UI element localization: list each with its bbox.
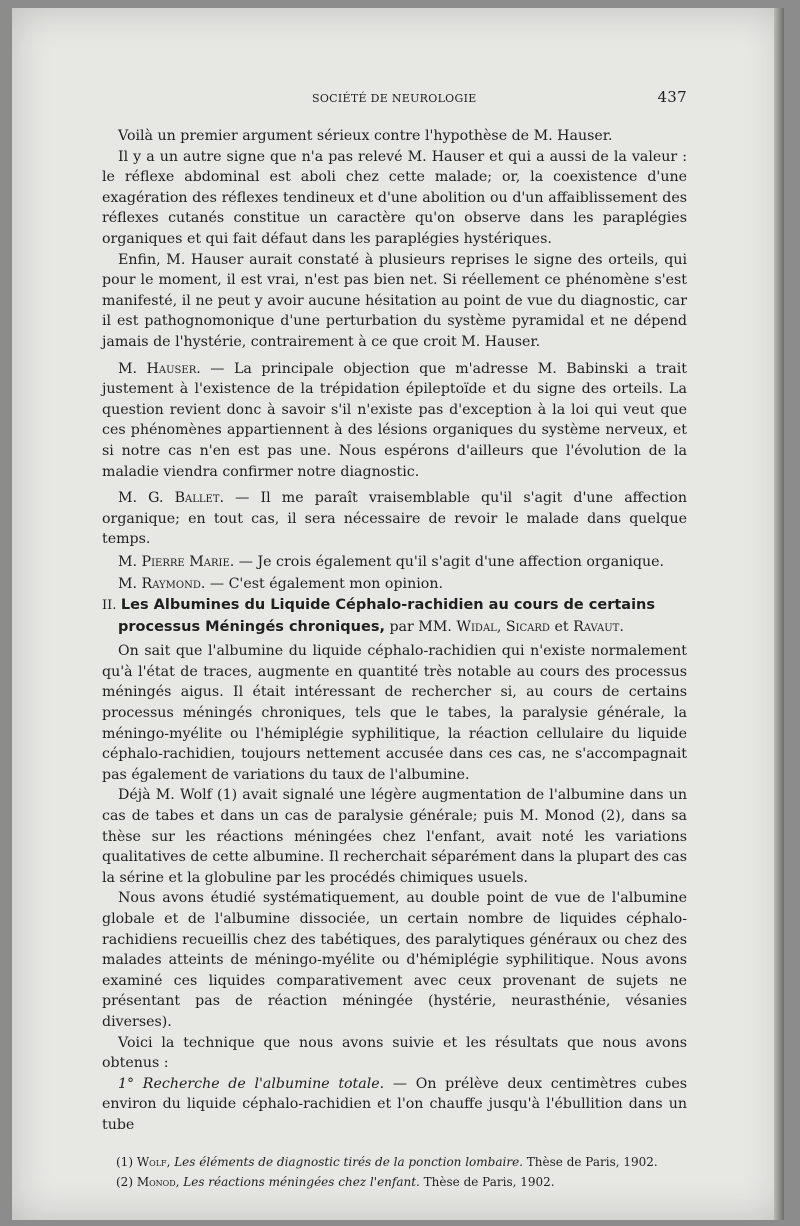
section-number: II.: [102, 598, 117, 614]
paragraph: [102, 359, 687, 483]
footnotes: [102, 1154, 687, 1191]
section-title: [102, 595, 687, 637]
speech-text: — C'est également mon opinion.: [205, 576, 443, 593]
paragraph: Déjà M. Wolf (1) avait signalé une légère augmentation de l'albumine dans un cas de tabes et dans un cas de paralysie générale; puis M. Monod (2), dans sa thèse sur les réactions méningées chez l'enfant, avait noté les variations qualitatives de cette albumine. Il recherchait séparément dans la plupart des cas la sérine et la globuline par les procédés chimiques usuels.: [102, 787, 687, 886]
authors-prefix: par MM.: [384, 618, 457, 635]
paragraph: [102, 552, 687, 573]
page-number: 437: [657, 88, 687, 106]
section-title-line1: Les Albumines du Liquide Céphalo-rachidien au cours de certains: [120, 597, 656, 614]
paragraph: Voici la technique que nous avons suivie et les résultats que nous avons obtenus :: [102, 1034, 687, 1072]
footnote-rest: Thèse de Paris, 1902.: [522, 1154, 658, 1169]
author-separator: et: [549, 618, 574, 635]
body-text: [102, 126, 687, 1136]
paragraph: Il y a un autre signe que n'a pas relevé M. Hauser et qui a aussi de la valeur : le réflexe abdominal est aboli chez cette malade; or, la coexistence d'une exagération des réflexes tendineux et d'une abolition ou d'un affaiblissement des réflexes cutanés constitue un caractère qu'on observe dans les paraplégies organiques et qui fait défaut dans les paraplégies hystériques.: [102, 148, 687, 247]
paragraph: [102, 1074, 687, 1136]
author-name: Ravaut: [573, 618, 620, 635]
author-end: .: [619, 618, 624, 635]
footnote-title: Les éléments de diagnostic tirés de la ponction lombaire.: [170, 1154, 523, 1169]
footnote: [102, 1154, 687, 1171]
author-name: Widal: [456, 618, 497, 635]
running-title: SOCIÉTÉ DE NEUROLOGIE: [312, 92, 477, 105]
paragraph: Enfin, M. Hauser aurait constaté à plusieurs reprises le signe des orteils, qui pour le moment, il est vrai, n'est pas bien net. Si réellement ce phénomène s'est manifesté, il ne peut y avoir aucune hésitation au point de vue du diagnostic, car il est pathognomonique d'une perturbation du système pyramidal et ne dépend jamais de l'hystérie, contrairement à ce que croit M. Hauser.: [102, 251, 687, 350]
footnote: [102, 1174, 687, 1191]
paragraph: Nous avons étudié systématiquement, au double point de vue de l'albumine globale et de l'albumine dissociée, un certain nombre de liquides céphalo-rachidiens recueillis chez des tabétiques, des paralytiques généraux ou chez des malades atteints de méningo-myélite ou d'hémiplégie syphilitique. Nous avons examiné ces liquides comparativement avec ceux provenant de sujets ne présentant pas de réaction méningée (hystérie, neurasthénie, vésanies diverses).: [102, 890, 687, 1030]
paragraph: On sait que l'albumine du liquide céphalo-rachidien qui n'existe normalement qu'à l'état de traces, augmente en quantité très notable au cours des processus méningés aigus. Il était intéressant de rechercher si, au cours de certains processus méningés chroniques, tels que le tabes, la paralysie générale, la méningo-myélite ou l'hémiplégie syphilitique, la réaction cellulaire du liquide céphalo-rachidien, toujours nettement accusée dans ces cas, ne s'accompagnait pas également de variations du taux de l'albumine.: [102, 643, 687, 783]
paragraph: [102, 488, 687, 550]
scanned-page: [12, 8, 784, 1220]
speaker-name: M. Pierre Marie.: [118, 553, 235, 570]
footnote-rest: Thèse de Paris, 1902.: [419, 1174, 555, 1189]
subsection-text: — On prélève deux centimètres cubes environ du liquide céphalo-rachidien et l'on chauffe jusqu'à l'ébullition dans un tube: [102, 1075, 687, 1133]
author-separator: ,: [496, 618, 506, 635]
speaker-name: M. Hauser.: [118, 360, 201, 377]
speech-text: — Je crois également qu'il s'agit d'une affection organique.: [234, 553, 665, 570]
subsection-lead: 1° Recherche de l'albumine totale.: [118, 1075, 385, 1092]
speech-text: — Il me paraît vraisemblable qu'il s'agit d'une affection organique; en tout cas, il sera nécessaire de revoir le malade dans quelque temps.: [102, 490, 687, 548]
speaker-name: M. G. Ballet.: [118, 490, 225, 507]
paragraph: Voilà un premier argument sérieux contre l'hypothèse de M. Hauser.: [118, 128, 613, 144]
speech-text: — La principale objection que m'adresse M. Babinski a trait justement à l'existence de la trépidation épileptoïde et du signe des orteils. La question revient donc à savoir s'il n'existe pas d'exception à la loi qui veut que ces phénomènes appartiennent à des lésions organiques du système nerveux, et si notre cas n'en est pas une. Nous espérons d'ailleurs que l'évolution de la maladie viendra confirmer notre diagnostic.: [102, 360, 687, 480]
page-edge-shadow: [774, 8, 784, 1220]
paragraph: [102, 574, 687, 595]
footnote-title: Les réactions méningées chez l'enfant.: [179, 1174, 420, 1189]
section-title-line2: processus Méningés chroniques,: [118, 618, 385, 635]
running-header: [102, 88, 687, 108]
section-title-line2-wrap: [102, 617, 687, 638]
footnote-author: Monod,: [136, 1174, 180, 1189]
speaker-name: M. Raymond.: [118, 576, 206, 593]
footnote-author: Wolf,: [136, 1154, 171, 1169]
author-name: Sicard: [505, 618, 550, 635]
footnote-mark: (1): [116, 1154, 137, 1169]
footnote-mark: (2): [116, 1174, 137, 1189]
page-content: [102, 88, 687, 1194]
